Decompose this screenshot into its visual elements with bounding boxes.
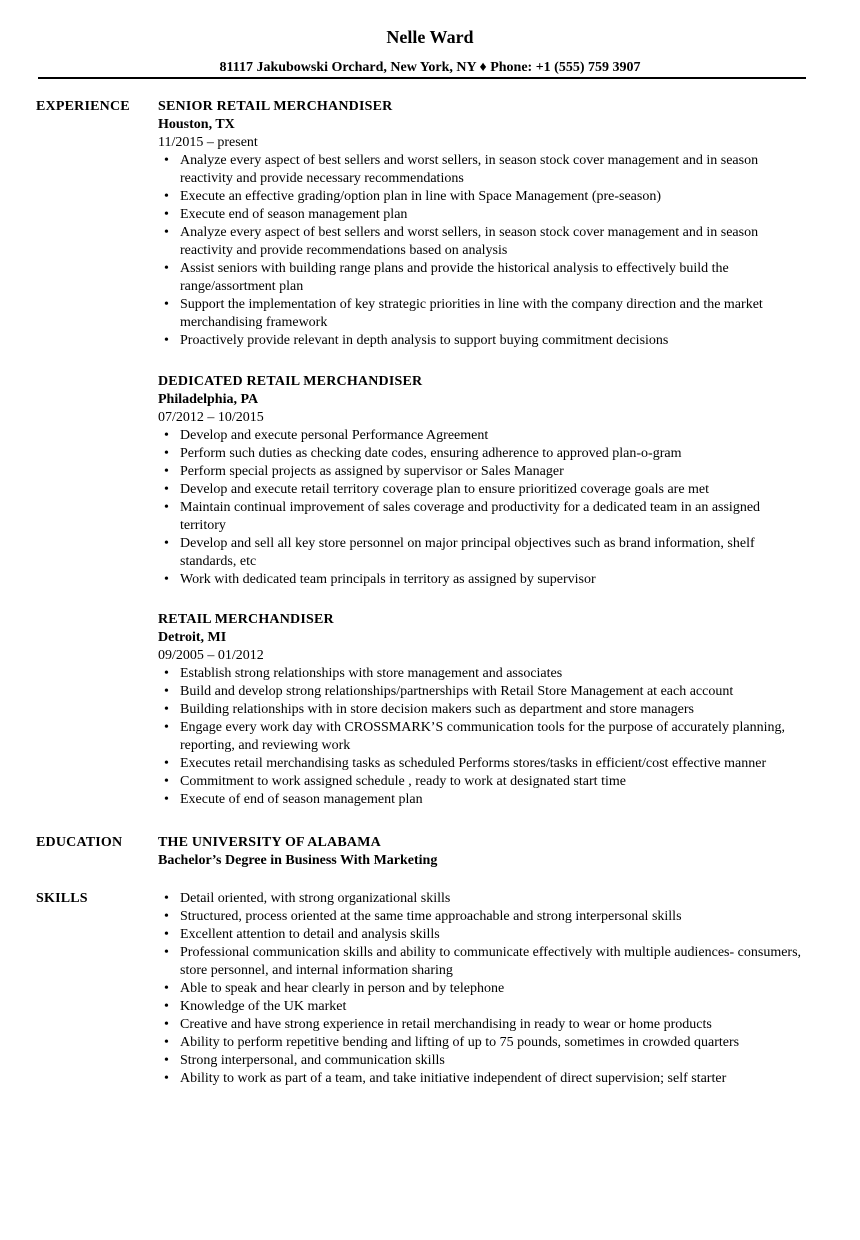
skill-item: • Able to speak and hear clearly in person and by telephone [158,980,808,998]
bullet-item: • Assist seniors with building range plans and provide the historical analysis to effectively build the range/assortment plan [158,260,808,296]
bullet-item: • Support the implementation of key strategic priorities in line with the company direction and the market merchandising framework [158,296,808,332]
bullet-item: • Establish strong relationships with store management and associates [158,665,808,683]
job-location: Detroit, MI [158,630,227,645]
job-3 [158,611,808,809]
bullet-item: • Perform special projects as assigned by supervisor or Sales Manager [158,463,808,481]
education-block [158,834,808,870]
candidate-name: Nelle Ward [386,27,474,47]
skill-item: • Creative and have strong experience in retail merchandising in ready to wear or home products [158,1016,808,1034]
skill-item: • Excellent attention to detail and analysis skills [158,926,808,944]
skills-label: SKILLS [36,891,88,906]
skill-item: • Ability to perform repetitive bending and lifting of up to 75 pounds, sometimes in crowded quarters [158,1034,808,1052]
job-1 [158,98,808,350]
job-2 [158,373,808,589]
bullet-item: • Work with dedicated team principals in territory as assigned by supervisor [158,571,808,589]
bullet-item: • Building relationships with in store decision makers such as department and store managers [158,701,808,719]
bullet-item: • Execute end of season management plan [158,206,808,224]
bullet-item: • Maintain continual improvement of sales coverage and productivity for a dedicated team in an assigned territory [158,499,808,535]
job-dates: 07/2012 – 10/2015 [158,410,264,425]
contact-line: 81117 Jakubowski Orchard, New York, NY ♦ Phone: +1 (555) 759 3907 [219,60,641,75]
skill-item: • Professional communication skills and ability to communicate effectively with multiple audiences- consumers, store personnel, and internal information sharing [158,944,808,980]
bullet-item: • Engage every work day with CROSSMARK’S communication tools for the purpose of accurately planning, reporting, and reviewing work [158,719,808,755]
job-location: Philadelphia, PA [158,392,259,407]
bullet-item: • Develop and execute personal Performance Agreement [158,427,808,445]
bullet-item: • Perform such duties as checking date codes, ensuring adherence to approved plan-o-gram [158,445,808,463]
degree: Bachelor’s Degree in Business With Marketing [158,853,438,868]
bullet-item: • Analyze every aspect of best sellers and worst sellers, in season stock cover management and in season reactivity and provide recommendations based on analysis [158,224,808,260]
bullet-item: • Build and develop strong relationships/partnerships with Retail Store Management at each account [158,683,808,701]
job-dates: 11/2015 – present [158,135,258,150]
bullet-item: • Executes retail merchandising tasks as scheduled Performs stores/tasks in efficient/cost effective manner [158,755,808,773]
job-title: RETAIL MERCHANDISER [158,612,334,627]
job-location: Houston, TX [158,117,235,132]
job-bullets [158,152,808,350]
education-label: EDUCATION [36,835,123,850]
bullet-item: • Analyze every aspect of best sellers and worst sellers, in season stock cover management and in season reactivity and provide necessary recommendations [158,152,808,188]
skill-item: • Ability to work as part of a team, and take initiative independent of direct supervision; self starter [158,1070,808,1088]
bullet-item: • Execute an effective grading/option plan in line with Space Management (pre-season) [158,188,808,206]
skills-list [158,890,808,1088]
skill-item: • Detail oriented, with strong organizational skills [158,890,808,908]
job-title: SENIOR RETAIL MERCHANDISER [158,99,393,114]
job-title: DEDICATED RETAIL MERCHANDISER [158,374,423,389]
bullet-item: • Develop and sell all key store personnel on major principal objectives such as brand information, shelf standards, etc [158,535,808,571]
school-name: THE UNIVERSITY OF ALABAMA [158,835,381,850]
bullet-item: • Commitment to work assigned schedule , ready to work at designated start time [158,773,808,791]
experience-label: EXPERIENCE [36,99,130,114]
skill-item: • Structured, process oriented at the same time approachable and strong interpersonal skills [158,908,808,926]
job-bullets [158,665,808,809]
header-divider [38,77,806,79]
skills-block [158,890,808,1088]
job-dates: 09/2005 – 01/2012 [158,648,264,663]
bullet-item: • Execute of end of season management plan [158,791,808,809]
job-bullets [158,427,808,589]
bullet-item: • Develop and execute retail territory coverage plan to ensure prioritized coverage goals are met [158,481,808,499]
skill-item: • Knowledge of the UK market [158,998,808,1016]
bullet-item: • Proactively provide relevant in depth analysis to support buying commitment decisions [158,332,808,350]
skill-item: • Strong interpersonal, and communication skills [158,1052,808,1070]
